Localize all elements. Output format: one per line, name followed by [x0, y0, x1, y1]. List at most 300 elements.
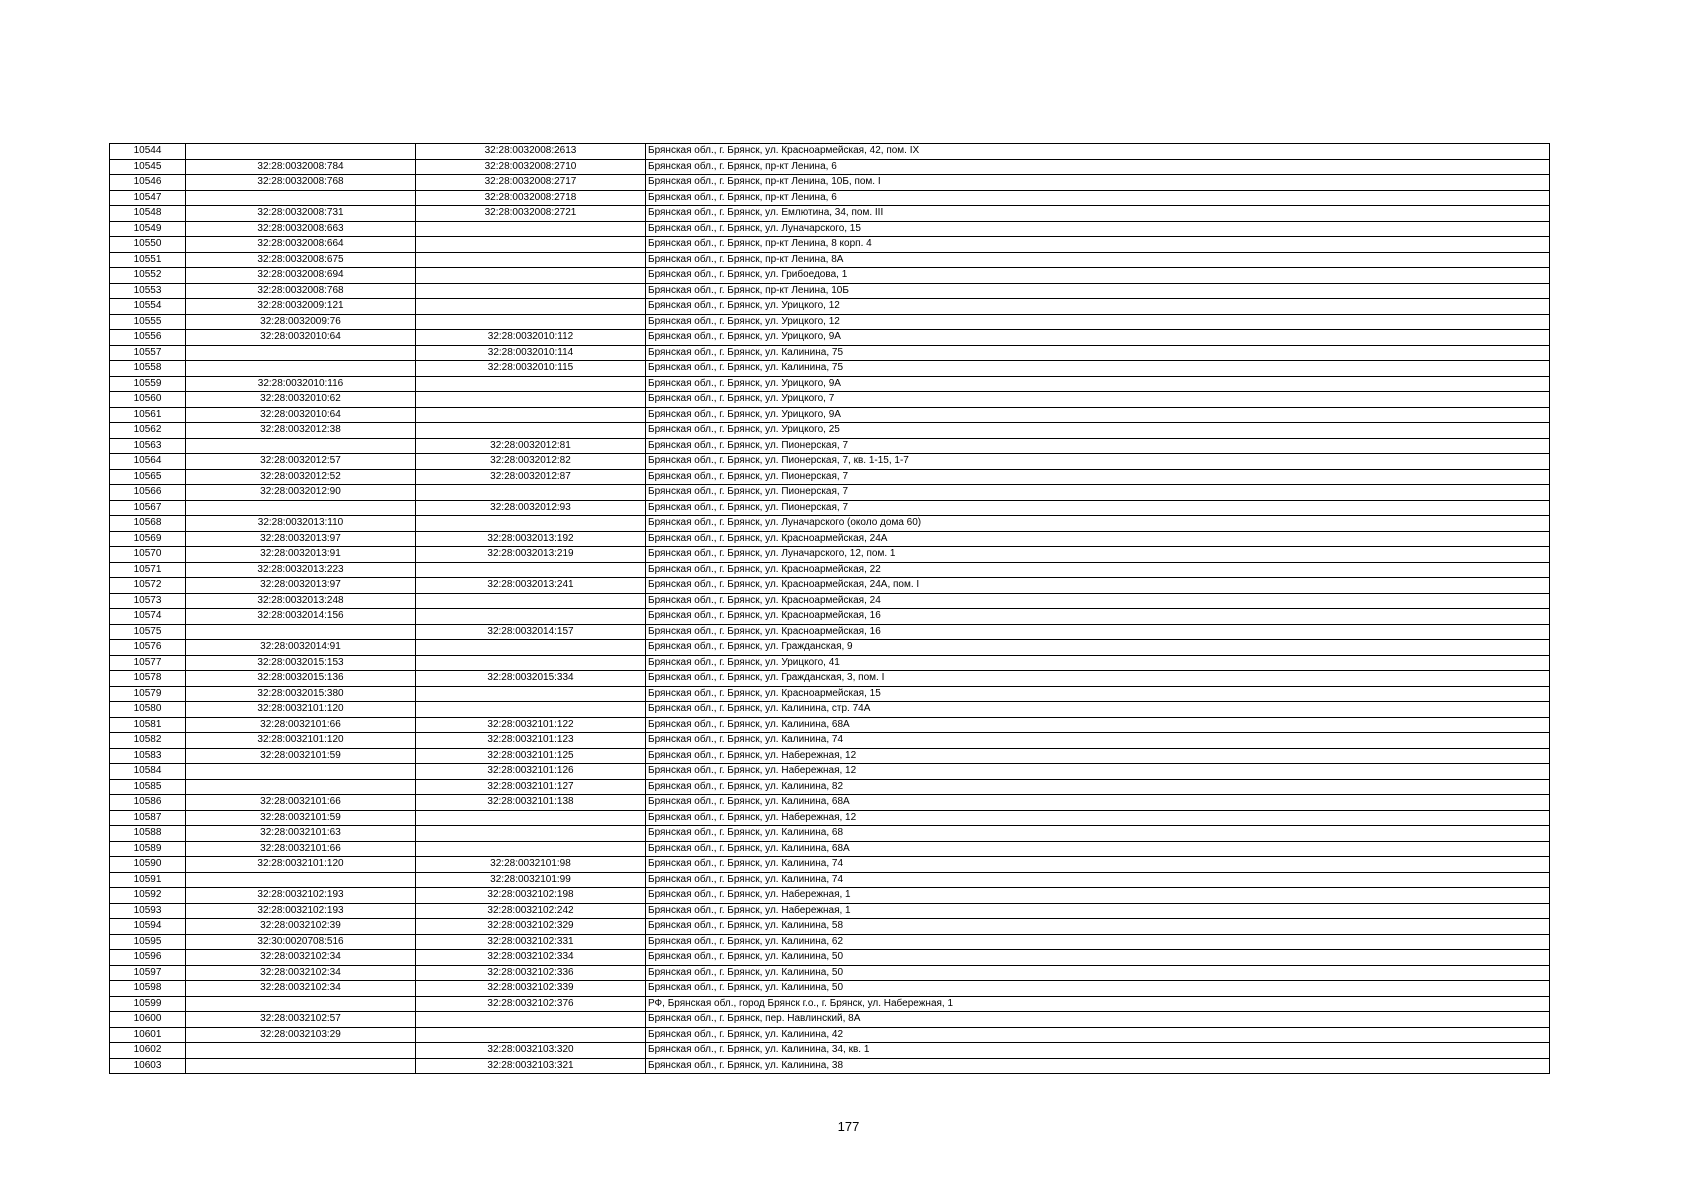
row-number-cell: 10598: [110, 981, 186, 997]
table-row: [110, 996, 1550, 1012]
cadastral-number-cell: 32:28:0032101:99: [416, 872, 646, 888]
old-cadastral-number-cell: [186, 872, 416, 888]
cadastral-number-cell: 32:28:0032008:2710: [416, 159, 646, 175]
table-row: [110, 175, 1550, 191]
table-row: [110, 330, 1550, 346]
row-number-cell: 10579: [110, 686, 186, 702]
row-number-cell: 10603: [110, 1058, 186, 1074]
table-row: [110, 841, 1550, 857]
cadastral-number-cell: [416, 609, 646, 625]
old-cadastral-number-cell: 32:28:0032102:34: [186, 950, 416, 966]
old-cadastral-number-cell: 32:28:0032013:223: [186, 562, 416, 578]
old-cadastral-number-cell: 32:28:0032101:66: [186, 717, 416, 733]
row-number-cell: 10574: [110, 609, 186, 625]
address-cell: Брянская обл., г. Брянск, ул. Калинина, 82: [646, 779, 1550, 795]
address-cell: Брянская обл., г. Брянск, ул. Набережная, 1: [646, 903, 1550, 919]
cadastral-number-cell: [416, 1012, 646, 1028]
old-cadastral-number-cell: 32:28:0032102:34: [186, 981, 416, 997]
old-cadastral-number-cell: 32:28:0032015:380: [186, 686, 416, 702]
cadastral-number-cell: 32:28:0032102:329: [416, 919, 646, 935]
address-cell: Брянская обл., г. Брянск, ул. Пионерская, 7: [646, 469, 1550, 485]
address-cell: Брянская обл., г. Брянск, ул. Пионерская, 7, кв. 1-15, 1-7: [646, 454, 1550, 470]
row-number-cell: 10552: [110, 268, 186, 284]
cadastral-number-cell: 32:28:0032101:127: [416, 779, 646, 795]
cadastral-number-cell: [416, 810, 646, 826]
cadastral-number-cell: [416, 221, 646, 237]
old-cadastral-number-cell: [186, 1043, 416, 1059]
table-row: [110, 159, 1550, 175]
table-row: [110, 764, 1550, 780]
old-cadastral-number-cell: 32:30:0020708:516: [186, 934, 416, 950]
cadastral-number-cell: 32:28:0032014:157: [416, 624, 646, 640]
old-cadastral-number-cell: 32:28:0032101:59: [186, 810, 416, 826]
address-cell: Брянская обл., г. Брянск, ул. Гражданская, 3, пом. I: [646, 671, 1550, 687]
old-cadastral-number-cell: 32:28:0032008:768: [186, 175, 416, 191]
cadastral-number-cell: 32:28:0032008:2613: [416, 144, 646, 160]
old-cadastral-number-cell: [186, 1058, 416, 1074]
old-cadastral-number-cell: [186, 624, 416, 640]
row-number-cell: 10590: [110, 857, 186, 873]
cadastral-number-cell: [416, 841, 646, 857]
table-row: [110, 717, 1550, 733]
row-number-cell: 10588: [110, 826, 186, 842]
cadastral-number-cell: 32:28:0032008:2717: [416, 175, 646, 191]
cadastral-number-cell: [416, 593, 646, 609]
cadastral-number-cell: [416, 392, 646, 408]
old-cadastral-number-cell: 32:28:0032013:248: [186, 593, 416, 609]
row-number-cell: 10558: [110, 361, 186, 377]
table-row: [110, 748, 1550, 764]
table-row: [110, 655, 1550, 671]
address-cell: Брянская обл., г. Брянск, ул. Калинина, 74: [646, 872, 1550, 888]
table-row: [110, 299, 1550, 315]
cadastral-number-cell: 32:28:0032008:2718: [416, 190, 646, 206]
row-number-cell: 10568: [110, 516, 186, 532]
old-cadastral-number-cell: 32:28:0032012:52: [186, 469, 416, 485]
row-number-cell: 10599: [110, 996, 186, 1012]
table-row: [110, 578, 1550, 594]
old-cadastral-number-cell: 32:28:0032008:731: [186, 206, 416, 222]
table-row: [110, 857, 1550, 873]
old-cadastral-number-cell: [186, 144, 416, 160]
address-cell: Брянская обл., г. Брянск, ул. Калинина, 38: [646, 1058, 1550, 1074]
table-row: [110, 950, 1550, 966]
row-number-cell: 10584: [110, 764, 186, 780]
cadastral-number-cell: 32:28:0032101:98: [416, 857, 646, 873]
old-cadastral-number-cell: 32:28:0032010:116: [186, 376, 416, 392]
cadastral-number-cell: 32:28:0032101:126: [416, 764, 646, 780]
cadastral-number-cell: 32:28:0032101:125: [416, 748, 646, 764]
row-number-cell: 10592: [110, 888, 186, 904]
table-row: [110, 485, 1550, 501]
table-row: [110, 934, 1550, 950]
table-row: [110, 206, 1550, 222]
row-number-cell: 10566: [110, 485, 186, 501]
cadastral-number-cell: [416, 702, 646, 718]
row-number-cell: 10554: [110, 299, 186, 315]
address-cell: Брянская обл., г. Брянск, ул. Луначарского (около дома 60): [646, 516, 1550, 532]
cadastral-number-cell: 32:28:0032013:192: [416, 531, 646, 547]
cadastral-number-cell: 32:28:0032013:241: [416, 578, 646, 594]
cadastral-number-cell: [416, 376, 646, 392]
old-cadastral-number-cell: 32:28:0032014:156: [186, 609, 416, 625]
old-cadastral-number-cell: 32:28:0032012:38: [186, 423, 416, 439]
row-number-cell: 10561: [110, 407, 186, 423]
address-cell: Брянская обл., г. Брянск, ул. Пионерская, 7: [646, 485, 1550, 501]
address-cell: Брянская обл., г. Брянск, ул. Калинина, 58: [646, 919, 1550, 935]
row-number-cell: 10576: [110, 640, 186, 656]
address-cell: Брянская обл., г. Брянск, ул. Калинина, 68А: [646, 717, 1550, 733]
cadastral-number-cell: [416, 252, 646, 268]
row-number-cell: 10570: [110, 547, 186, 563]
row-number-cell: 10569: [110, 531, 186, 547]
row-number-cell: 10550: [110, 237, 186, 253]
row-number-cell: 10553: [110, 283, 186, 299]
table-row: [110, 826, 1550, 842]
address-cell: Брянская обл., г. Брянск, ул. Красноармейская, 15: [646, 686, 1550, 702]
table-row: [110, 593, 1550, 609]
cadastral-number-cell: [416, 1027, 646, 1043]
address-cell: РФ, Брянская обл., город Брянск г.о., г. Брянск, ул. Набережная, 1: [646, 996, 1550, 1012]
address-cell: Брянская обл., г. Брянск, ул. Урицкого, 7: [646, 392, 1550, 408]
address-cell: Брянская обл., г. Брянск, ул. Красноармейская, 24А, пом. I: [646, 578, 1550, 594]
row-number-cell: 10564: [110, 454, 186, 470]
old-cadastral-number-cell: 32:28:0032010:62: [186, 392, 416, 408]
old-cadastral-number-cell: [186, 361, 416, 377]
address-cell: Брянская обл., г. Брянск, ул. Калинина, 50: [646, 950, 1550, 966]
address-cell: Брянская обл., г. Брянск, ул. Пионерская, 7: [646, 500, 1550, 516]
cadastral-number-cell: [416, 268, 646, 284]
cadastral-number-cell: [416, 407, 646, 423]
cadastral-number-cell: 32:28:0032013:219: [416, 547, 646, 563]
old-cadastral-number-cell: 32:28:0032102:57: [186, 1012, 416, 1028]
old-cadastral-number-cell: 32:28:0032101:66: [186, 795, 416, 811]
old-cadastral-number-cell: 32:28:0032008:694: [186, 268, 416, 284]
table-row: [110, 779, 1550, 795]
old-cadastral-number-cell: 32:28:0032013:97: [186, 531, 416, 547]
address-cell: Брянская обл., г. Брянск, ул. Калинина, 68А: [646, 841, 1550, 857]
cadastral-number-cell: 32:28:0032101:138: [416, 795, 646, 811]
cadastral-number-cell: 32:28:0032012:87: [416, 469, 646, 485]
row-number-cell: 10563: [110, 438, 186, 454]
old-cadastral-number-cell: 32:28:0032012:57: [186, 454, 416, 470]
table-row: [110, 438, 1550, 454]
table-row: [110, 190, 1550, 206]
old-cadastral-number-cell: [186, 500, 416, 516]
cadastral-number-cell: [416, 485, 646, 501]
old-cadastral-number-cell: 32:28:0032102:39: [186, 919, 416, 935]
table-row: [110, 562, 1550, 578]
row-number-cell: 10551: [110, 252, 186, 268]
table-row: [110, 1058, 1550, 1074]
old-cadastral-number-cell: [186, 996, 416, 1012]
table-row: [110, 609, 1550, 625]
row-number-cell: 10575: [110, 624, 186, 640]
row-number-cell: 10581: [110, 717, 186, 733]
row-number-cell: 10559: [110, 376, 186, 392]
address-cell: Брянская обл., г. Брянск, ул. Урицкого, 9А: [646, 407, 1550, 423]
row-number-cell: 10577: [110, 655, 186, 671]
address-cell: Брянская обл., г. Брянск, ул. Набережная, 12: [646, 810, 1550, 826]
table-row: [110, 1012, 1550, 1028]
address-cell: Брянская обл., г. Брянск, ул. Емлютина, 34, пом. III: [646, 206, 1550, 222]
table-row: [110, 795, 1550, 811]
old-cadastral-number-cell: 32:28:0032009:76: [186, 314, 416, 330]
address-cell: Брянская обл., г. Брянск, ул. Красноармейская, 16: [646, 624, 1550, 640]
old-cadastral-number-cell: 32:28:0032101:66: [186, 841, 416, 857]
old-cadastral-number-cell: [186, 438, 416, 454]
table-row: [110, 516, 1550, 532]
old-cadastral-number-cell: 32:28:0032015:153: [186, 655, 416, 671]
cadastral-number-cell: 32:28:0032102:331: [416, 934, 646, 950]
address-cell: Брянская обл., г. Брянск, ул. Калинина, 74: [646, 857, 1550, 873]
table-row: [110, 872, 1550, 888]
old-cadastral-number-cell: 32:28:0032008:784: [186, 159, 416, 175]
address-cell: Брянская обл., г. Брянск, пр-кт Ленина, 10Б: [646, 283, 1550, 299]
registry-table: [109, 143, 1550, 1074]
table-row: [110, 686, 1550, 702]
row-number-cell: 10595: [110, 934, 186, 950]
address-cell: Брянская обл., г. Брянск, ул. Грибоедова, 1: [646, 268, 1550, 284]
row-number-cell: 10589: [110, 841, 186, 857]
table-row: [110, 221, 1550, 237]
old-cadastral-number-cell: 32:28:0032014:91: [186, 640, 416, 656]
table-row: [110, 454, 1550, 470]
address-cell: Брянская обл., г. Брянск, ул. Луначарского, 15: [646, 221, 1550, 237]
table-row: [110, 1043, 1550, 1059]
cadastral-number-cell: 32:28:0032010:112: [416, 330, 646, 346]
table-row: [110, 361, 1550, 377]
address-cell: Брянская обл., г. Брянск, ул. Красноармейская, 16: [646, 609, 1550, 625]
table-row: [110, 283, 1550, 299]
old-cadastral-number-cell: 32:28:0032101:59: [186, 748, 416, 764]
cadastral-number-cell: 32:28:0032012:82: [416, 454, 646, 470]
row-number-cell: 10600: [110, 1012, 186, 1028]
table-row: [110, 500, 1550, 516]
cadastral-number-cell: 32:28:0032012:81: [416, 438, 646, 454]
address-cell: Брянская обл., г. Брянск, ул. Урицкого, 9А: [646, 330, 1550, 346]
table-row: [110, 144, 1550, 160]
table-row: [110, 547, 1550, 563]
old-cadastral-number-cell: [186, 764, 416, 780]
old-cadastral-number-cell: 32:28:0032101:63: [186, 826, 416, 842]
address-cell: Брянская обл., г. Брянск, ул. Урицкого, 25: [646, 423, 1550, 439]
cadastral-number-cell: 32:28:0032015:334: [416, 671, 646, 687]
table-row: [110, 469, 1550, 485]
address-cell: Брянская обл., г. Брянск, пр-кт Ленина, 6: [646, 159, 1550, 175]
row-number-cell: 10573: [110, 593, 186, 609]
row-number-cell: 10578: [110, 671, 186, 687]
row-number-cell: 10565: [110, 469, 186, 485]
row-number-cell: 10593: [110, 903, 186, 919]
address-cell: Брянская обл., г. Брянск, ул. Калинина, 50: [646, 965, 1550, 981]
row-number-cell: 10555: [110, 314, 186, 330]
table-row: [110, 407, 1550, 423]
row-number-cell: 10580: [110, 702, 186, 718]
row-number-cell: 10549: [110, 221, 186, 237]
row-number-cell: 10583: [110, 748, 186, 764]
old-cadastral-number-cell: 32:28:0032010:64: [186, 407, 416, 423]
old-cadastral-number-cell: 32:28:0032013:97: [186, 578, 416, 594]
cadastral-number-cell: 32:28:0032012:93: [416, 500, 646, 516]
row-number-cell: 10556: [110, 330, 186, 346]
row-number-cell: 10545: [110, 159, 186, 175]
old-cadastral-number-cell: 32:28:0032008:664: [186, 237, 416, 253]
address-cell: Брянская обл., г. Брянск, ул. Калинина, 42: [646, 1027, 1550, 1043]
row-number-cell: 10548: [110, 206, 186, 222]
cadastral-number-cell: 32:28:0032102:198: [416, 888, 646, 904]
cadastral-number-cell: [416, 826, 646, 842]
table-row: [110, 981, 1550, 997]
address-cell: Брянская обл., г. Брянск, ул. Калинина, 34, кв. 1: [646, 1043, 1550, 1059]
cadastral-number-cell: 32:28:0032010:114: [416, 345, 646, 361]
cadastral-number-cell: [416, 423, 646, 439]
row-number-cell: 10571: [110, 562, 186, 578]
cadastral-number-cell: [416, 686, 646, 702]
address-cell: Брянская обл., г. Брянск, ул. Урицкого, 12: [646, 314, 1550, 330]
old-cadastral-number-cell: 32:28:0032102:34: [186, 965, 416, 981]
old-cadastral-number-cell: 32:28:0032101:120: [186, 702, 416, 718]
row-number-cell: 10557: [110, 345, 186, 361]
row-number-cell: 10594: [110, 919, 186, 935]
row-number-cell: 10547: [110, 190, 186, 206]
row-number-cell: 10601: [110, 1027, 186, 1043]
cadastral-number-cell: [416, 237, 646, 253]
table-row: [110, 640, 1550, 656]
row-number-cell: 10597: [110, 965, 186, 981]
old-cadastral-number-cell: [186, 779, 416, 795]
old-cadastral-number-cell: 32:28:0032008:768: [186, 283, 416, 299]
cadastral-number-cell: 32:28:0032101:122: [416, 717, 646, 733]
table-row: [110, 345, 1550, 361]
row-number-cell: 10586: [110, 795, 186, 811]
old-cadastral-number-cell: 32:28:0032015:136: [186, 671, 416, 687]
cadastral-number-cell: 32:28:0032102:242: [416, 903, 646, 919]
cadastral-number-cell: [416, 299, 646, 315]
address-cell: Брянская обл., г. Брянск, ул. Красноармейская, 22: [646, 562, 1550, 578]
row-number-cell: 10560: [110, 392, 186, 408]
address-cell: Брянская обл., г. Брянск, ул. Калинина, 62: [646, 934, 1550, 950]
address-cell: Брянская обл., г. Брянск, ул. Урицкого, 9А: [646, 376, 1550, 392]
address-cell: Брянская обл., г. Брянск, ул. Гражданская, 9: [646, 640, 1550, 656]
old-cadastral-number-cell: 32:28:0032102:193: [186, 903, 416, 919]
cadastral-number-cell: 32:28:0032103:320: [416, 1043, 646, 1059]
address-cell: Брянская обл., г. Брянск, пр-кт Ленина, 8 корп. 4: [646, 237, 1550, 253]
table-row: [110, 392, 1550, 408]
table-row: [110, 624, 1550, 640]
cadastral-number-cell: 32:28:0032103:321: [416, 1058, 646, 1074]
cadastral-number-cell: [416, 562, 646, 578]
cadastral-number-cell: [416, 283, 646, 299]
address-cell: Брянская обл., г. Брянск, ул. Калинина, 68А: [646, 795, 1550, 811]
cadastral-number-cell: 32:28:0032102:336: [416, 965, 646, 981]
row-number-cell: 10587: [110, 810, 186, 826]
address-cell: Брянская обл., г. Брянск, пр-кт Ленина, 6: [646, 190, 1550, 206]
address-cell: Брянская обл., г. Брянск, ул. Набережная, 12: [646, 764, 1550, 780]
address-cell: Брянская обл., г. Брянск, ул. Калинина, 68: [646, 826, 1550, 842]
address-cell: Брянская обл., г. Брянск, ул. Красноармейская, 24: [646, 593, 1550, 609]
table-row: [110, 268, 1550, 284]
cadastral-number-cell: 32:28:0032008:2721: [416, 206, 646, 222]
address-cell: Брянская обл., г. Брянск, ул. Пионерская, 7: [646, 438, 1550, 454]
row-number-cell: 10562: [110, 423, 186, 439]
address-cell: Брянская обл., г. Брянск, ул. Красноармейская, 24А: [646, 531, 1550, 547]
row-number-cell: 10585: [110, 779, 186, 795]
address-cell: Брянская обл., г. Брянск, ул. Красноармейская, 42, пом. IX: [646, 144, 1550, 160]
address-cell: Брянская обл., г. Брянск, ул. Калинина, стр. 74А: [646, 702, 1550, 718]
address-cell: Брянская обл., г. Брянск, ул. Набережная, 12: [646, 748, 1550, 764]
cadastral-number-cell: 32:28:0032010:115: [416, 361, 646, 377]
address-cell: Брянская обл., г. Брянск, ул. Урицкого, 41: [646, 655, 1550, 671]
row-number-cell: 10572: [110, 578, 186, 594]
old-cadastral-number-cell: 32:28:0032010:64: [186, 330, 416, 346]
address-cell: Брянская обл., г. Брянск, пер. Навлинский, 8А: [646, 1012, 1550, 1028]
cadastral-number-cell: [416, 640, 646, 656]
table-row: [110, 1027, 1550, 1043]
old-cadastral-number-cell: 32:28:0032101:120: [186, 857, 416, 873]
cadastral-number-cell: 32:28:0032102:334: [416, 950, 646, 966]
old-cadastral-number-cell: [186, 345, 416, 361]
address-cell: Брянская обл., г. Брянск, ул. Набережная, 1: [646, 888, 1550, 904]
cadastral-number-cell: 32:28:0032102:376: [416, 996, 646, 1012]
cadastral-number-cell: [416, 516, 646, 532]
table-row: [110, 903, 1550, 919]
table-row: [110, 702, 1550, 718]
table-row: [110, 888, 1550, 904]
row-number-cell: 10591: [110, 872, 186, 888]
table-row: [110, 252, 1550, 268]
address-cell: Брянская обл., г. Брянск, ул. Урицкого, 12: [646, 299, 1550, 315]
old-cadastral-number-cell: 32:28:0032009:121: [186, 299, 416, 315]
table-row: [110, 965, 1550, 981]
old-cadastral-number-cell: 32:28:0032008:675: [186, 252, 416, 268]
table-row: [110, 810, 1550, 826]
old-cadastral-number-cell: 32:28:0032013:110: [186, 516, 416, 532]
table-row: [110, 531, 1550, 547]
cadastral-number-cell: [416, 655, 646, 671]
address-cell: Брянская обл., г. Брянск, пр-кт Ленина, 8А: [646, 252, 1550, 268]
address-cell: Брянская обл., г. Брянск, ул. Калинина, 75: [646, 361, 1550, 377]
table-row: [110, 423, 1550, 439]
table-row: [110, 733, 1550, 749]
row-number-cell: 10582: [110, 733, 186, 749]
address-cell: Брянская обл., г. Брянск, ул. Калинина, 74: [646, 733, 1550, 749]
row-number-cell: 10596: [110, 950, 186, 966]
table-row: [110, 671, 1550, 687]
table-row: [110, 376, 1550, 392]
table-row: [110, 314, 1550, 330]
row-number-cell: 10602: [110, 1043, 186, 1059]
cadastral-number-cell: [416, 314, 646, 330]
old-cadastral-number-cell: [186, 190, 416, 206]
page-number: 177: [837, 1119, 860, 1134]
address-cell: Брянская обл., г. Брянск, ул. Луначарского, 12, пом. 1: [646, 547, 1550, 563]
table-row: [110, 237, 1550, 253]
row-number-cell: 10546: [110, 175, 186, 191]
address-cell: Брянская обл., г. Брянск, ул. Калинина, 50: [646, 981, 1550, 997]
old-cadastral-number-cell: 32:28:0032008:663: [186, 221, 416, 237]
old-cadastral-number-cell: 32:28:0032013:91: [186, 547, 416, 563]
address-cell: Брянская обл., г. Брянск, пр-кт Ленина, 10Б, пом. I: [646, 175, 1550, 191]
row-number-cell: 10567: [110, 500, 186, 516]
cadastral-number-cell: 32:28:0032101:123: [416, 733, 646, 749]
table-row: [110, 919, 1550, 935]
row-number-cell: 10544: [110, 144, 186, 160]
address-cell: Брянская обл., г. Брянск, ул. Калинина, 75: [646, 345, 1550, 361]
old-cadastral-number-cell: 32:28:0032101:120: [186, 733, 416, 749]
cadastral-number-cell: 32:28:0032102:339: [416, 981, 646, 997]
old-cadastral-number-cell: 32:28:0032102:193: [186, 888, 416, 904]
